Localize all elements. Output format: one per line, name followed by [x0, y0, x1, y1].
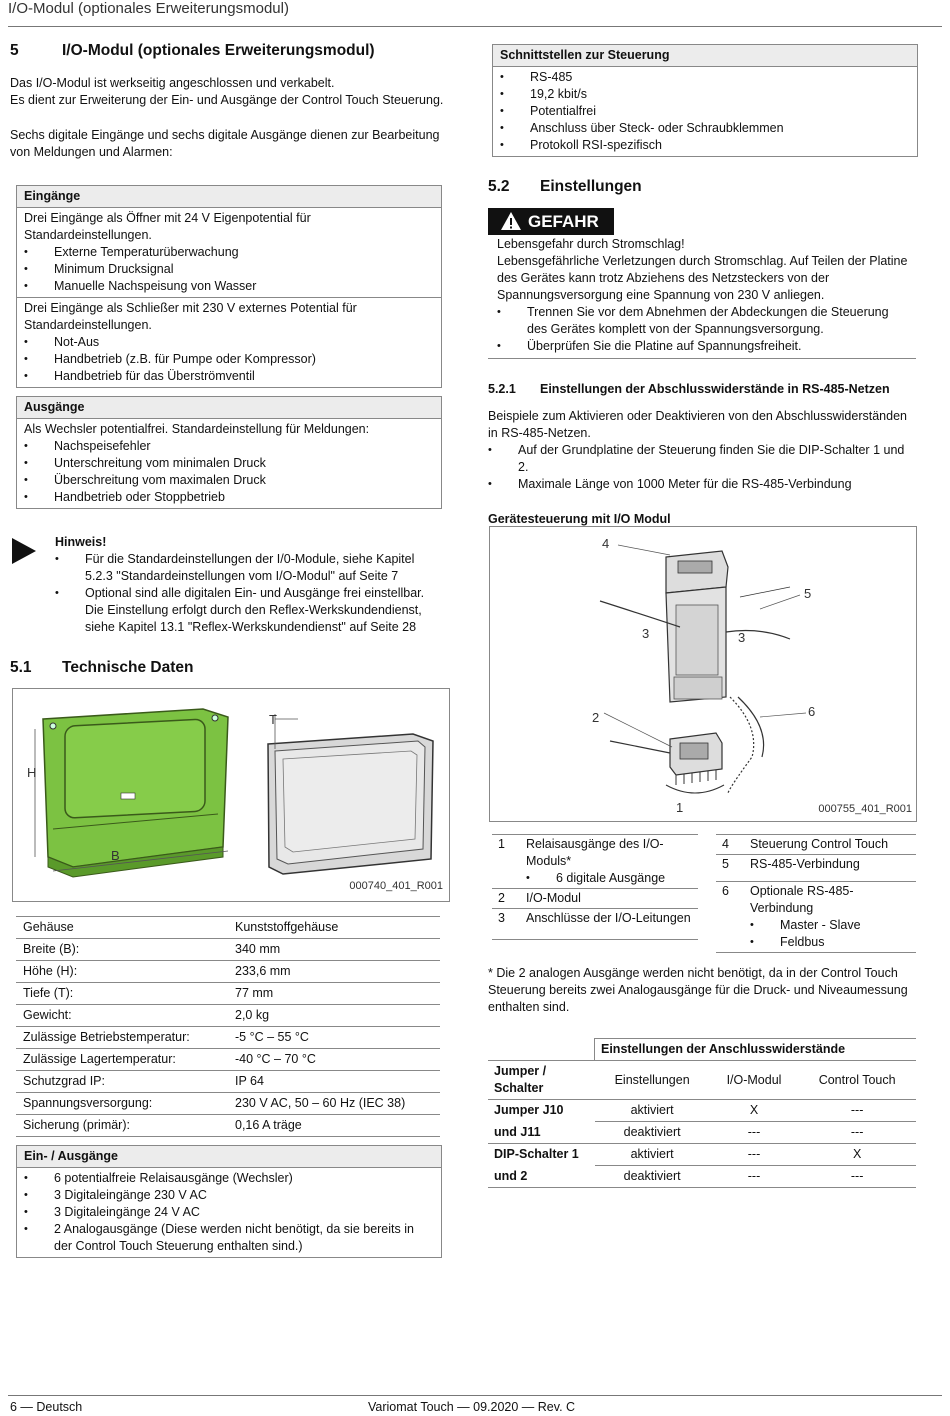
section-5	[10, 42, 450, 161]
list-item: • Handbetrieb oder Stoppbetrieb	[24, 489, 434, 506]
spec-key: Gewicht:	[16, 1005, 228, 1027]
section-5-2	[488, 178, 928, 195]
table-row	[16, 1049, 440, 1071]
table-row	[488, 1166, 916, 1188]
table-cell: aktiviert	[630, 1103, 674, 1117]
control-touch-drawing	[490, 527, 916, 821]
list-item: • Externe Temperaturüberwachung	[24, 244, 434, 261]
hinweis-block	[55, 534, 445, 636]
io-box	[16, 1145, 442, 1258]
spec-key: Sicherung (primär):	[16, 1115, 228, 1137]
list-item: • 2 Analogausgänge (Diese werden nicht benötigt, da sie bereits in der Control Touch Steuerung enthalten sind.)	[24, 1221, 434, 1255]
jumper-table	[488, 1038, 916, 1188]
footer-doc: Variomat Touch — 09.2020 — Rev. C	[368, 1400, 576, 1414]
intro-line-2: Es dient zur Erweiterung der Ein- und Ausgänge der Control Touch Steuerung.	[10, 93, 444, 107]
section-5-2-1-text: Beispiele zum Aktivieren oder Deaktivieren von den Abschlusswiderständen in RS-485-Netzen.	[488, 409, 907, 440]
spec-value: 77 mm	[228, 983, 440, 1005]
danger-label: GEFAHR	[528, 212, 599, 231]
list-item: • Handbetrieb für das Überströmventil	[24, 368, 434, 385]
spec-value: -40 °C – 70 °C	[228, 1049, 440, 1071]
ausgaenge-title: Ausgänge	[17, 397, 441, 419]
table-row	[16, 1071, 440, 1093]
list-item: • Überprüfen Sie die Platine auf Spannungsfreiheit.	[497, 338, 909, 355]
spec-value: 233,6 mm	[228, 961, 440, 983]
ausgaenge-text: Als Wechsler potentialfrei. Standardeinstellung für Meldungen:	[24, 422, 370, 436]
callout-3-right: 3	[738, 630, 746, 645]
legend-text: RS-485-Verbindung	[750, 857, 860, 871]
list-item: • RS-485	[500, 69, 910, 86]
schnittstellen-title: Schnittstellen zur Steuerung	[493, 45, 917, 67]
table-header: Control Touch	[818, 1072, 896, 1087]
legend-num: 5	[722, 857, 729, 871]
device-figure	[12, 688, 450, 902]
spec-value: -5 °C – 55 °C	[228, 1027, 440, 1049]
danger-text: Lebensgefährliche Verletzungen durch Stromschlag. Auf Teilen der Platine des Gerätes kann trotz Abziehens des Netzsteckers von der Spannungsversorgung eine Spannung von 230 V anliegen.	[497, 254, 908, 302]
eingaenge-title: Eingänge	[17, 186, 441, 208]
callout-6: 6	[808, 704, 816, 719]
legend-num: 2	[498, 891, 505, 905]
list-item: • 19,2 kbit/s	[500, 86, 910, 103]
spec-value: 230 V AC, 50 – 60 Hz (IEC 38)	[228, 1093, 440, 1115]
figure-code: 000740_401_R001	[349, 880, 443, 892]
spec-value: 2,0 kg	[228, 1005, 440, 1027]
table-row	[716, 835, 916, 855]
dim-label-b: B	[111, 848, 120, 863]
table-header: I/O-Modul	[726, 1072, 782, 1087]
io-module-drawing	[13, 689, 449, 901]
list-item: • Unterschreitung vom minimalen Druck	[24, 455, 434, 472]
table-cell: X	[852, 1147, 862, 1161]
eingaenge-box	[16, 185, 442, 388]
hinweis-arrow-icon	[12, 538, 36, 564]
list-item: • Nachspeisefehler	[24, 438, 434, 455]
danger-block	[488, 208, 916, 359]
table-cell: ---	[710, 1122, 799, 1144]
table-row	[16, 1115, 440, 1137]
legend-num: 6	[722, 884, 729, 898]
control-figure	[489, 526, 917, 822]
legend-text: Anschlüsse der I/O-Leitungen	[526, 911, 691, 925]
table-cell: deaktiviert	[595, 1122, 710, 1144]
list-item: • 6 potentialfreie Relaisausgänge (Wechsler)	[24, 1170, 434, 1187]
list-item: • Protokoll RSI-spezifisch	[500, 137, 910, 154]
table-cell: deaktiviert	[595, 1166, 710, 1188]
list-item: • 3 Digitaleingänge 24 V AC	[24, 1204, 434, 1221]
table-row	[492, 909, 698, 940]
list-item: • 3 Digitaleingänge 230 V AC	[24, 1187, 434, 1204]
legend-num: 1	[498, 837, 505, 851]
io-title: Ein- / Ausgänge	[17, 1146, 441, 1168]
intro-line-1: Das I/O-Modul ist werkseitig angeschlossen und verkabelt.	[10, 76, 335, 90]
danger-badge	[488, 208, 614, 235]
list-item: • Feldbus	[750, 934, 910, 951]
spec-value: IP 64	[228, 1071, 440, 1093]
spec-value: Kunststoffgehäuse	[228, 917, 440, 939]
list-item: • Anschluss über Steck- oder Schraubklemmen	[500, 120, 910, 137]
spec-key: Breite (B):	[16, 939, 228, 961]
table-cell: ---	[798, 1122, 916, 1144]
callout-5: 5	[804, 586, 812, 601]
table-cell: X	[749, 1103, 759, 1117]
figure-code: 000755_401_R001	[818, 803, 912, 815]
list-item: • Not-Aus	[24, 334, 434, 351]
table-row	[16, 983, 440, 1005]
list-item: • Optional sind alle digitalen Ein- und Ausgänge frei einstellbar. Die Einstellung erfolgt durch den Reflex-Werkskundendienst, siehe Kapitel 13.1 "Reflex-Werkskundendienst" auf Seite 28	[55, 585, 445, 636]
list-item: • Maximale Länge von 1000 Meter für die RS-485-Verbindung	[488, 476, 918, 493]
legend-text: Optionale RS-485-Verbindung • Master - Slave • Feldbus	[744, 882, 916, 953]
spec-value: 340 mm	[228, 939, 440, 961]
table-row	[492, 835, 698, 889]
warning-icon	[500, 211, 522, 231]
legend-text: I/O-Modul	[526, 891, 581, 905]
footer-divider	[8, 1395, 942, 1396]
table-row	[488, 1100, 916, 1122]
spec-key: Zulässige Lagertemperatur:	[16, 1049, 228, 1071]
section-5-heading: 5 I/O-Modul (optionales Erweiterungsmodul)	[10, 42, 375, 59]
legend-num: 4	[722, 837, 729, 851]
table-row	[488, 1144, 916, 1166]
figure-title: Gerätesteuerung mit I/O Modul	[488, 512, 671, 526]
dim-label-h: H	[27, 765, 37, 780]
header-divider	[8, 26, 942, 27]
legend-text: Relaisausgänge des I/O-Moduls* • 6 digitale Ausgänge	[520, 835, 698, 889]
footer-page: 6 — Deutsch	[10, 1400, 83, 1414]
table-cell: und J11	[494, 1124, 541, 1139]
eingaenge-text-2: Drei Eingänge als Schließer mit 230 V externes Potential für Standardeinstellungen.	[24, 301, 357, 332]
list-item: • 6 digitale Ausgänge	[526, 870, 692, 887]
table-row	[488, 1122, 916, 1144]
table-cell: und 2	[494, 1168, 528, 1183]
spec-key: Höhe (H):	[16, 961, 228, 983]
legend-right	[716, 834, 916, 953]
list-item: • Überschreitung vom maximalen Druck	[24, 472, 434, 489]
spec-key: Schutzgrad IP:	[16, 1071, 228, 1093]
table-cell: ---	[850, 1103, 864, 1117]
legend-num: 3	[498, 911, 505, 925]
intro-line-3: Sechs digitale Eingänge und sechs digitale Ausgänge dienen zur Bearbeitung von Meldungen und Alarmen:	[10, 128, 440, 159]
list-item: • Für die Standardeinstellungen der I/0-Module, siehe Kapitel 5.2.3 "Standardeinstellungen vom I/O-Modul" auf Seite 7	[55, 551, 445, 585]
legend-text: Steuerung Control Touch	[750, 837, 889, 851]
spec-key: Tiefe (T):	[16, 983, 228, 1005]
table-row	[16, 917, 440, 939]
section-5-2-heading: 5.2 Einstellungen	[488, 178, 642, 195]
danger-line-1: Lebensgefahr durch Stromschlag!	[497, 237, 685, 251]
table-row	[488, 1039, 916, 1061]
table-cell: ---	[747, 1147, 761, 1161]
list-item: • Auf der Grundplatine der Steuerung finden Sie die DIP-Schalter 1 und 2.	[488, 442, 918, 476]
table-cell: ---	[710, 1166, 799, 1188]
running-header: I/O-Modul (optionales Erweiterungsmodul)	[8, 0, 289, 17]
table-cell: aktiviert	[630, 1147, 674, 1161]
table-header: Jumper / Schalter	[494, 1064, 547, 1095]
section-5-1	[10, 659, 450, 676]
table-cell: DIP-Schalter 1	[494, 1147, 579, 1162]
list-item: • Master - Slave	[750, 917, 910, 934]
spec-table	[16, 916, 440, 1137]
section-5-2-1-heading: 5.2.1 Einstellungen der Abschlusswiderstände in RS-485-Netzen	[488, 382, 890, 396]
table-row	[16, 1093, 440, 1115]
spec-key: Gehäuse	[16, 917, 228, 939]
table-row	[16, 939, 440, 961]
table-row	[488, 1061, 916, 1100]
eingaenge-text-1: Drei Eingänge als Öffner mit 24 V Eigenpotential für Standardeinstellungen.	[24, 211, 311, 242]
list-item: • Minimum Drucksignal	[24, 261, 434, 278]
ausgaenge-box	[16, 396, 442, 509]
list-item: • Trennen Sie vor dem Abnehmen der Abdeckungen die Steuerung des Gerätes komplett von der Spannungsversorgung.	[497, 304, 909, 338]
callout-1: 1	[676, 800, 684, 815]
schnittstellen-box	[492, 44, 918, 157]
list-item: • Manuelle Nachspeisung von Wasser	[24, 278, 434, 295]
table-header: Einstellungen	[614, 1072, 690, 1087]
list-item: • Potentialfrei	[500, 103, 910, 120]
section-5-1-heading: 5.1 Technische Daten	[10, 659, 194, 676]
spec-key: Zulässige Betriebstemperatur:	[16, 1027, 228, 1049]
table-row	[716, 882, 916, 953]
table-cell: ---	[798, 1166, 916, 1188]
spec-value: 0,16 A träge	[228, 1115, 440, 1137]
jumper-table-caption: Einstellungen der Anschlusswiderstände	[595, 1039, 917, 1061]
callout-3-left: 3	[642, 626, 650, 641]
hinweis-title: Hinweis!	[55, 535, 107, 549]
table-cell: Jumper J10	[494, 1103, 564, 1118]
table-row	[16, 1027, 440, 1049]
list-item: • Handbetrieb (z.B. für Pumpe oder Kompressor)	[24, 351, 434, 368]
dim-label-t: T	[269, 712, 277, 727]
table-row	[16, 961, 440, 983]
table-row	[492, 889, 698, 909]
section-5-2-1	[488, 381, 918, 528]
callout-4: 4	[602, 536, 610, 551]
callout-2: 2	[592, 710, 600, 725]
table-row	[716, 855, 916, 882]
legend-note: * Die 2 analogen Ausgänge werden nicht benötigt, da in der Control Touch Steuerung bereits zwei Analogausgänge für die Druck- und Niveaumessung enthalten sind.	[488, 966, 908, 1014]
spec-key: Spannungsversorgung:	[16, 1093, 228, 1115]
legend-left	[492, 834, 698, 940]
divider	[17, 297, 441, 298]
table-row	[16, 1005, 440, 1027]
